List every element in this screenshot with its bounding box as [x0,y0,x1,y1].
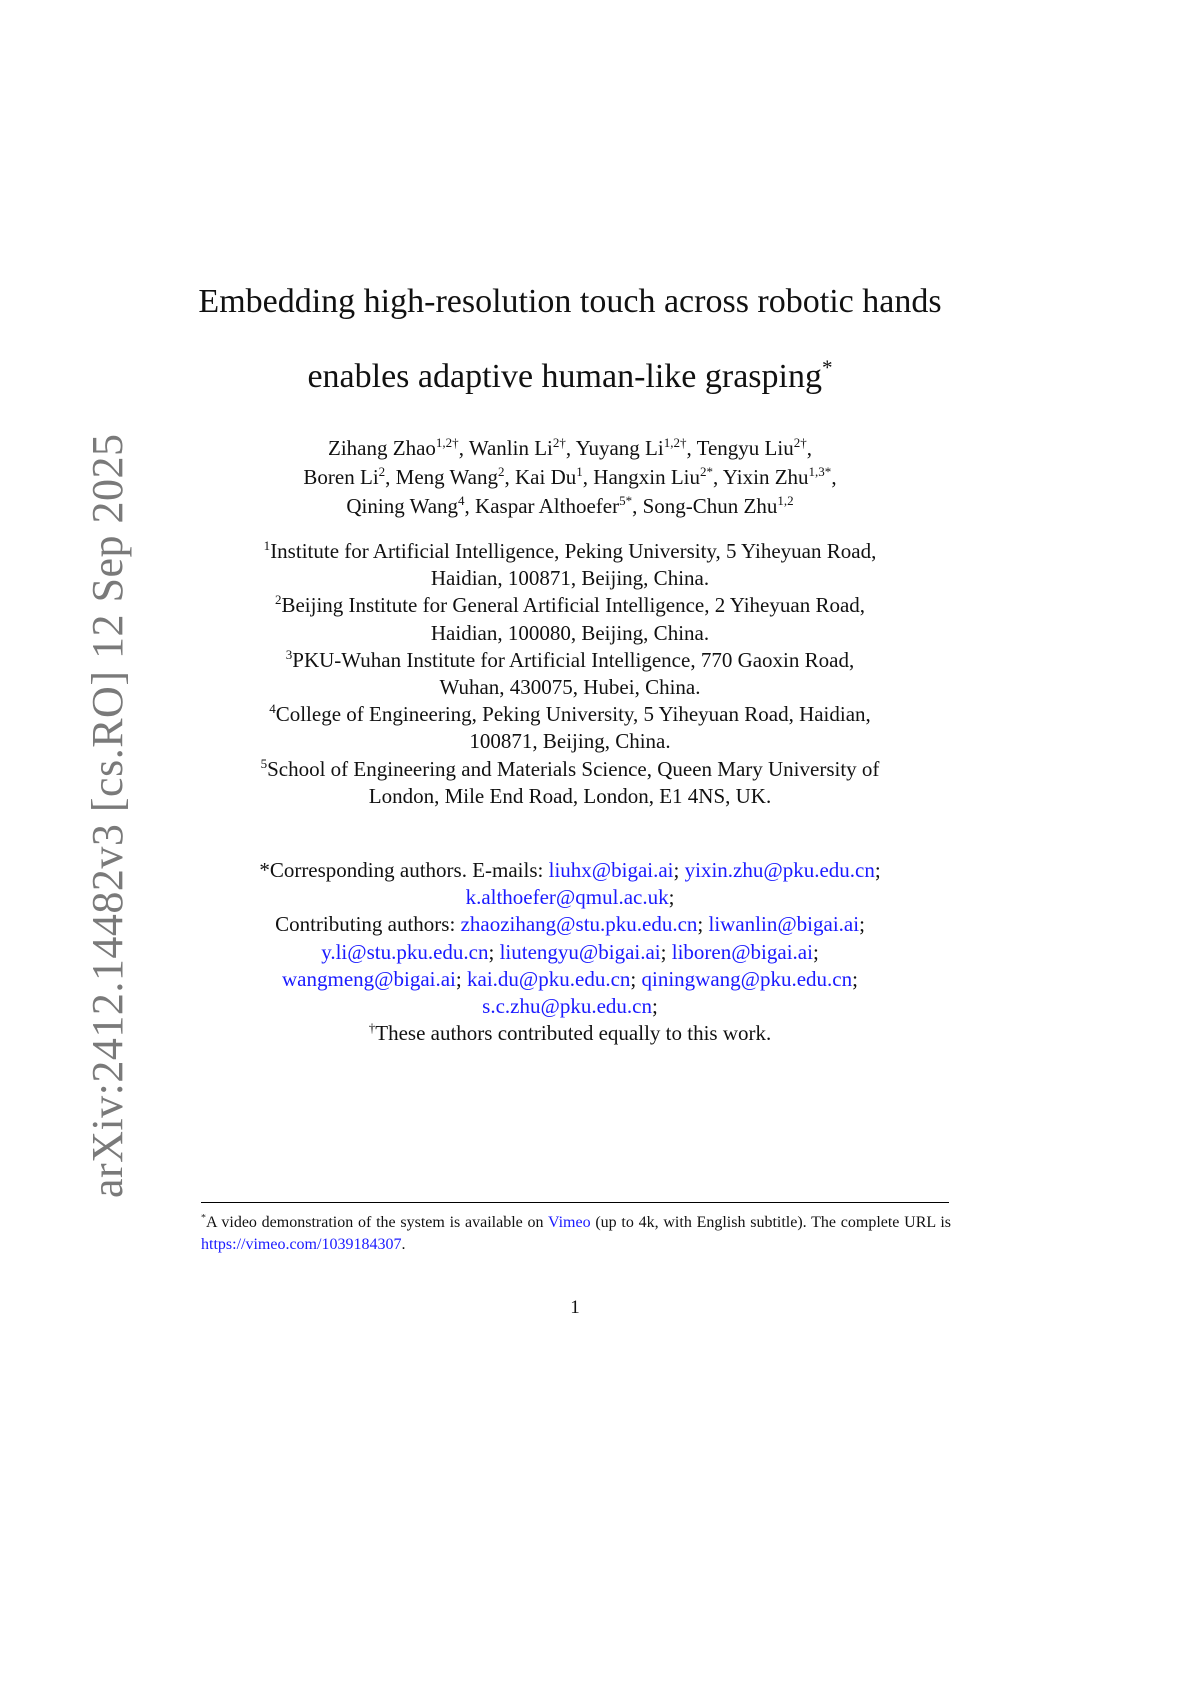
paper-title-line-2 [190,355,950,395]
author-affil: 2† [793,435,807,450]
affiliation-5 [190,756,950,810]
email-link[interactable]: yixin.zhu@pku.edu.cn [684,858,875,882]
affiliation-line: Wuhan, 430075, Hubei, China. [439,675,701,700]
author-separator: , [686,436,697,460]
author-name: Yixin Zhu [722,465,809,489]
author-separator: , [458,436,469,460]
arxiv-stamp: arXiv:2412.14482v3 [cs.RO] 12 Sep 2025 [83,433,132,1198]
affiliation-2 [190,592,950,646]
affiliation-text: School of Engineering and Materials Science, Queen Mary University of [267,756,880,781]
affiliation-list [190,538,950,810]
affiliation-line [190,756,950,783]
author-separator: , [632,494,643,518]
affiliation-3 [190,647,950,701]
author-affil: 1,2 [777,493,794,508]
author-name: Tengyu Liu [696,436,794,460]
author-affil: 4 [458,493,465,508]
affiliation-number: 2 [274,592,282,608]
email-link[interactable]: liwanlin@bigai.ai [708,912,860,937]
title-text-2: enables adaptive human-like grasping [307,358,822,395]
author-affil: 2 [498,464,505,479]
author-separator: , [713,465,723,489]
author-affil: 1,2† [663,435,687,450]
author-line-2 [190,463,950,492]
author-affil: 5* [619,493,633,508]
affiliation-number: 1 [263,538,271,553]
email-link[interactable]: liutengyu@bigai.ai [499,939,661,964]
author-separator: , [565,436,576,460]
author-separator: , [464,494,476,518]
contributing-line-2: y.li@stu.pku.edu.cn; liutengyu@bigai.ai; liboren@bigai.ai; [321,939,819,964]
vimeo-url-link[interactable]: https://vimeo.com/1039184307 [201,1236,402,1253]
email-link[interactable]: y.li@stu.pku.edu.cn [321,939,489,964]
author-name: Song-Chun Zhu [642,494,778,518]
author-affil: 1 [576,464,583,479]
contributing-label: Contributing authors: [275,912,461,937]
affiliation-line [190,592,950,619]
author-affil: 1,2† [435,435,459,450]
contact-block [190,857,950,1047]
author-separator: , [831,465,837,489]
affiliation-1 [190,538,950,592]
paper-title-line-1 [190,283,950,320]
email-link[interactable]: kai.du@pku.edu.cn [467,966,631,991]
email-link[interactable]: qiningwang@pku.edu.cn [641,966,853,991]
corresponding-label: *Corresponding authors. E-mails: [259,858,549,882]
affiliation-text: Beijing Institute for General Artificial Intelligence, 2 Yiheyuan Road, [281,593,866,618]
author-name: Kai Du [515,465,577,489]
affiliation-line [190,701,950,728]
email-link[interactable]: s.c.zhu@pku.edu.cn [482,994,652,1019]
author-separator: , [385,465,396,489]
affiliation-text: PKU-Wuhan Institute for Artificial Intelligence, 770 Gaoxin Road, [292,647,855,672]
vimeo-link[interactable]: Vimeo [547,1214,591,1231]
affiliation-line [190,538,950,565]
affiliation-number: 5 [260,755,268,771]
author-separator: , [504,465,516,489]
email-link[interactable]: zhaozihang@stu.pku.edu.cn [460,912,698,937]
author-name: Wanlin Li [468,436,553,460]
author-name: Yuyang Li [575,436,664,460]
dagger-mark: † [368,1020,376,1036]
equal-contribution-note [190,1020,950,1047]
author-line-3 [190,492,950,521]
title-text-1: Embedding high-resolution touch across robotic hands [198,283,942,320]
contributing-line-1: Contributing authors: zhaozihang@stu.pku.edu.cn; liwanlin@bigai.ai; [275,912,865,937]
corresponding-line-2: k.althoefer@qmul.ac.uk; [465,885,675,910]
footnote [201,1212,951,1256]
contributing-line-4: s.c.zhu@pku.edu.cn; [482,994,658,1019]
author-affil: 1,3* [808,464,832,479]
affiliation-line: 100871, Beijing, China. [469,729,671,754]
author-affil: 2 [378,464,386,479]
affiliation-text: College of Engineering, Peking University, 5 Yiheyuan Road, Haidian, [275,702,871,727]
footnote-rule [201,1202,949,1203]
affiliation-number: 4 [269,701,276,717]
footnote-marker: * [201,1212,206,1224]
contributing-line-3: wangmeng@bigai.ai; kai.du@pku.edu.cn; qiningwang@pku.edu.cn; [282,966,858,991]
author-name: Kaspar Althoefer [475,494,620,518]
email-link[interactable]: wangmeng@bigai.ai [282,966,456,991]
email-link[interactable]: liuhx@bigai.ai [548,858,674,882]
affiliation-4 [190,701,950,755]
affiliation-line: Haidian, 100871, Beijing, China. [430,566,710,591]
author-name: Meng Wang [395,465,498,489]
author-name: Qining Wang [346,494,459,518]
corresponding-line-1: *Corresponding authors. E-mails: liuhx@bigai.ai; yixin.zhu@pku.edu.cn; [259,858,881,882]
affiliation-line: London, Mile End Road, London, E1 4NS, UK. [368,783,772,808]
page-number: 1 [570,1297,580,1318]
email-link[interactable]: k.althoefer@qmul.ac.uk [465,885,669,910]
author-name: Hangxin Liu [593,465,701,489]
author-affil: 2* [700,464,714,479]
footnote-end: . [401,1236,406,1253]
affiliation-line: Haidian, 100080, Beijing, China. [430,620,710,645]
author-line-1 [190,434,950,463]
author-name: Boren Li [303,465,379,489]
email-link[interactable]: liboren@bigai.ai [671,939,813,964]
footnote-text-2: (up to 4k, with English subtitle). The complete URL is [590,1214,952,1231]
author-name: Zihang Zhao [328,436,436,460]
affiliation-line [190,647,950,674]
author-affil: 2† [552,435,566,450]
equal-contribution-text: These authors contributed equally to this work. [375,1021,772,1046]
title-footnote-marker: * [822,355,833,380]
author-separator: , [806,436,812,460]
footnote-text-1: A video demonstration of the system is available on [205,1214,548,1231]
affiliation-text: Institute for Artificial Intelligence, Peking University, 5 Yiheyuan Road, [270,539,877,563]
author-separator: , [582,465,594,489]
author-list [190,434,950,521]
affiliation-number: 3 [285,646,293,662]
